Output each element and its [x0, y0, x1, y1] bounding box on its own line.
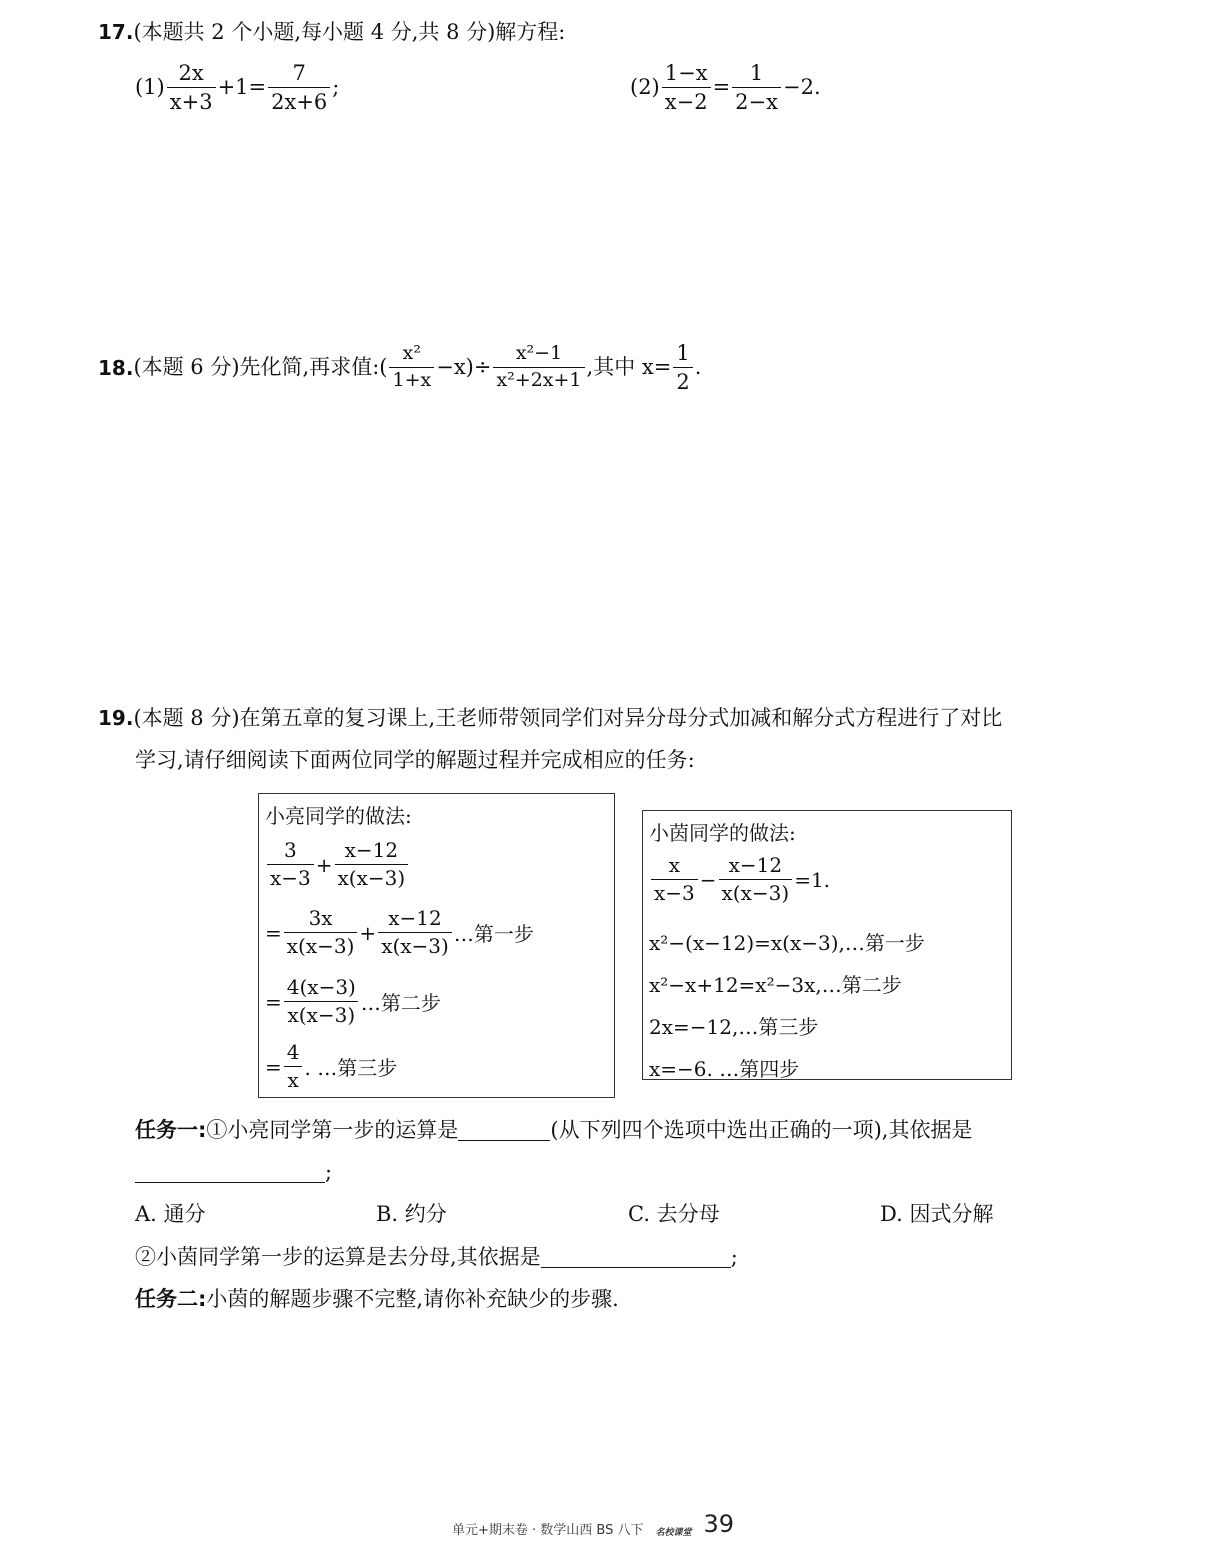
xiaoliang-solution-box: [258, 793, 615, 1098]
page-footer: [452, 1510, 734, 1538]
numerator: x: [668, 853, 681, 877]
fraction: [732, 62, 781, 113]
solution-line: x=−6. …第四步: [649, 1057, 800, 1081]
fraction: [284, 977, 359, 1026]
fraction: [651, 855, 698, 904]
answer-blank[interactable]: [135, 1162, 325, 1183]
numerator: 1: [749, 61, 764, 85]
denominator: x(x−3): [719, 879, 793, 904]
box-title: 小茵同学的做法:: [649, 821, 796, 845]
q18-stem: (本题 6 分)先化简,再求值:(: [133, 355, 388, 380]
option-b: B. 约分: [376, 1202, 447, 1226]
solution-line: [649, 855, 830, 904]
solution-line: [265, 977, 441, 1026]
denominator: 2: [673, 367, 692, 393]
solution-line: [265, 908, 534, 957]
fraction: [673, 342, 692, 393]
equation-rhs: =1.: [794, 867, 831, 892]
operator: =: [265, 989, 282, 1014]
xiaoyin-solution-box: [642, 810, 1012, 1080]
task2-line: [135, 1289, 619, 1310]
task1-label: 任务一:: [135, 1118, 207, 1142]
fraction: [267, 840, 314, 889]
numerator: 7: [292, 61, 306, 85]
denominator: x(x−3): [284, 1001, 358, 1026]
operator: +1=: [217, 75, 267, 100]
punct: −2.: [782, 75, 821, 100]
page-number: 39: [703, 1510, 735, 1538]
step-label: …第二步: [360, 991, 441, 1015]
q19-number: 19.: [98, 706, 134, 730]
fraction: [378, 908, 452, 957]
denominator: x²+2x+1: [493, 367, 584, 391]
solution-line: [265, 1042, 397, 1091]
option-c: C. 去分母: [628, 1202, 720, 1226]
q18: [98, 342, 701, 393]
denominator: x(x−3): [378, 932, 452, 957]
numerator: 2x: [178, 61, 204, 85]
denominator: 2−x: [732, 87, 781, 113]
punct: ;: [325, 1160, 333, 1184]
numerator: x²−1: [515, 342, 563, 365]
denominator: x(x−3): [335, 864, 409, 889]
task2-text: 小茵的解题步骤不完整,请你补充缺少的步骤.: [206, 1287, 619, 1311]
numerator: 3: [284, 838, 297, 862]
step-label: . …第三步: [304, 1056, 398, 1080]
fraction: [662, 62, 711, 113]
fraction: [284, 908, 358, 957]
denominator: x+3: [167, 87, 216, 113]
fraction: [335, 840, 409, 889]
denominator: x: [284, 1066, 301, 1091]
q17-part2: [630, 62, 821, 113]
denominator: 1+x: [389, 367, 434, 391]
punct: ;: [730, 1245, 738, 1269]
option-a: A. 通分: [135, 1202, 206, 1226]
punct: .: [694, 355, 702, 380]
denominator: x−3: [267, 864, 314, 889]
operator: =: [712, 75, 731, 100]
task1-basis-line: [135, 1162, 332, 1183]
fraction: [268, 62, 330, 113]
punct: ;: [332, 75, 340, 100]
task1-line: [135, 1120, 972, 1141]
task1-part2-line: [135, 1247, 738, 1268]
denominator: x−3: [651, 879, 698, 904]
q18-condition: ,其中 x=: [586, 355, 672, 380]
numerator: x−12: [344, 838, 399, 862]
option-d: D. 因式分解: [880, 1202, 994, 1226]
denominator: 2x+6: [268, 87, 330, 113]
task1-text: ①小亮同学第一步的运算是: [206, 1118, 459, 1142]
q17-header: [98, 22, 565, 43]
task1-text: (从下列四个选项中选出正确的一项),其依据是: [550, 1118, 973, 1142]
fraction: [719, 855, 793, 904]
q19-line1: [98, 708, 1002, 729]
numerator: 4: [286, 1040, 300, 1064]
solution-line: x²−x+12=x²−3x,…第二步: [649, 973, 902, 997]
q17-number: 17.: [98, 20, 134, 44]
answer-blank[interactable]: [541, 1247, 731, 1268]
q18-number: 18.: [98, 355, 134, 380]
footer-title: 单元+期末卷 · 数学山西 BS 八下: [452, 1523, 644, 1538]
fraction: [493, 344, 584, 391]
operator: +: [359, 920, 377, 945]
denominator: x−2: [662, 87, 711, 113]
q19-stem-line1: (本题 8 分)在第五章的复习课上,王老师带领同学们对异分母分式加减和解分式方程进行了对比: [133, 706, 1003, 730]
operator: +: [315, 852, 333, 877]
answer-blank[interactable]: [458, 1120, 550, 1141]
q17-part1-label: (1): [135, 75, 165, 100]
numerator: 1: [676, 341, 690, 365]
brand-logo: 名校课堂: [655, 1528, 692, 1538]
numerator: x−12: [728, 853, 783, 877]
box-title: 小亮同学的做法:: [265, 804, 412, 828]
numerator: x²: [402, 342, 422, 365]
q17-stem: (本题共 2 个小题,每小题 4 分,共 8 分)解方程:: [133, 20, 566, 44]
numerator: 3x: [308, 906, 333, 930]
numerator: 1−x: [664, 61, 708, 85]
denominator: x(x−3): [284, 932, 358, 957]
numerator: x−12: [388, 906, 442, 930]
operator: −: [699, 867, 717, 892]
operator: −x)÷: [436, 355, 492, 380]
q17-part1: [135, 62, 339, 113]
solution-line: x²−(x−12)=x(x−3),…第一步: [649, 931, 925, 955]
q17-part2-label: (2): [630, 75, 660, 100]
task2-label: 任务二:: [135, 1287, 207, 1311]
q19-line2: 学习,请仔细阅读下面两位同学的解题过程并完成相应的任务:: [135, 748, 695, 772]
step-label: …第一步: [453, 922, 534, 946]
operator: =: [265, 1054, 282, 1079]
operator: =: [265, 920, 282, 945]
fraction: [284, 1042, 303, 1091]
numerator: 4(x−3): [286, 975, 356, 999]
solution-line: [265, 840, 410, 889]
task1-part2-text: ②小茵同学第一步的运算是去分母,其依据是: [135, 1245, 541, 1269]
fraction: [167, 62, 216, 113]
solution-line: 2x=−12,…第三步: [649, 1015, 819, 1039]
fraction: [389, 344, 434, 391]
